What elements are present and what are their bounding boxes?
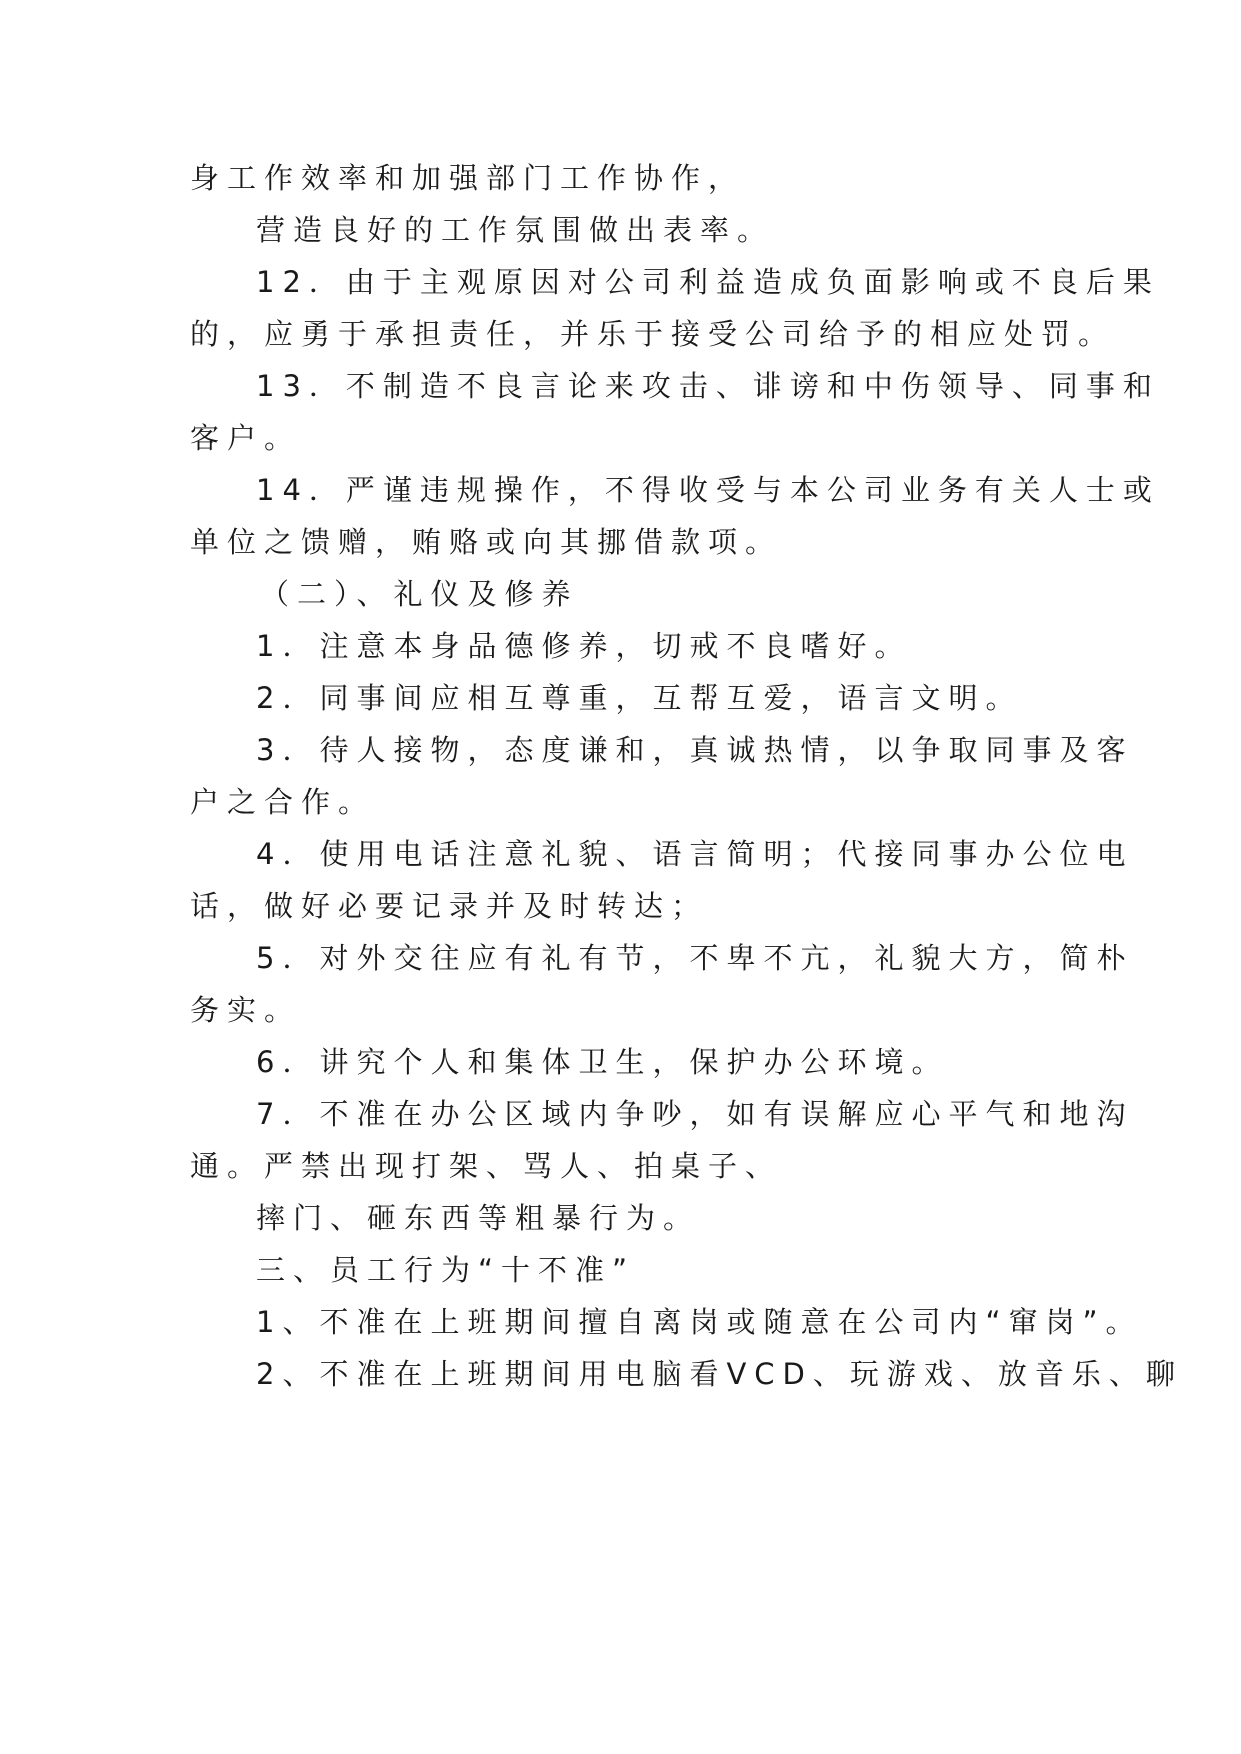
text-line-17: 务实。 bbox=[190, 993, 302, 1027]
section-heading-ten-rules: 三、员工行为“十不准” bbox=[256, 1253, 636, 1287]
text-line-7: 14．严谨违规操作，不得收受与本公司业务有关人士或 bbox=[256, 473, 1160, 507]
text-line-1: 身工作效率和加强部门工作协作， bbox=[190, 161, 746, 195]
text-line-4: 的，应勇于承担责任，并乐于接受公司给予的相应处罚。 bbox=[190, 317, 1116, 351]
text-line-10: 1．注意本身品德修养，切戒不良嗜好。 bbox=[256, 629, 912, 663]
text-line-14: 4．使用电话注意礼貌、语言简明；代接同事办公位电 bbox=[256, 837, 1134, 871]
text-line-3: 12．由于主观原因对公司利益造成负面影响或不良后果 bbox=[256, 265, 1160, 299]
section-heading-etiquette: （二）、礼仪及修养 bbox=[260, 577, 579, 611]
text-line-5: 13．不制造不良言论来攻击、诽谤和中伤领导、同事和 bbox=[256, 369, 1160, 403]
text-line-11: 2．同事间应相互尊重，互帮互爱，语言文明。 bbox=[256, 681, 1023, 715]
text-line-8: 单位之馈赠，贿赂或向其挪借款项。 bbox=[190, 525, 783, 559]
text-line-2: 营造良好的工作氛围做出表率。 bbox=[256, 213, 775, 247]
text-line-13: 户之合作。 bbox=[190, 785, 376, 819]
text-line-24: 2、不准在上班期间用电脑看VCD、玩游戏、放音乐、聊 bbox=[256, 1357, 1183, 1391]
text-line-15: 话，做好必要记录并及时转达； bbox=[190, 889, 709, 923]
text-line-18: 6．讲究个人和集体卫生，保护办公环境。 bbox=[256, 1045, 949, 1079]
text-line-21: 摔门、砸东西等粗暴行为。 bbox=[256, 1201, 701, 1235]
text-line-19: 7．不准在办公区域内争吵，如有误解应心平气和地沟 bbox=[256, 1097, 1134, 1131]
text-line-23: 1、不准在上班期间擅自离岗或随意在公司内“窜岗”。 bbox=[256, 1305, 1143, 1339]
text-line-6: 客户。 bbox=[190, 421, 302, 455]
text-line-12: 3．待人接物，态度谦和，真诚热情，以争取同事及客 bbox=[256, 733, 1134, 767]
text-line-20: 通。严禁出现打架、骂人、拍桌子、 bbox=[190, 1149, 783, 1183]
text-line-16: 5．对外交往应有礼有节，不卑不亢，礼貌大方，简朴 bbox=[256, 941, 1134, 975]
